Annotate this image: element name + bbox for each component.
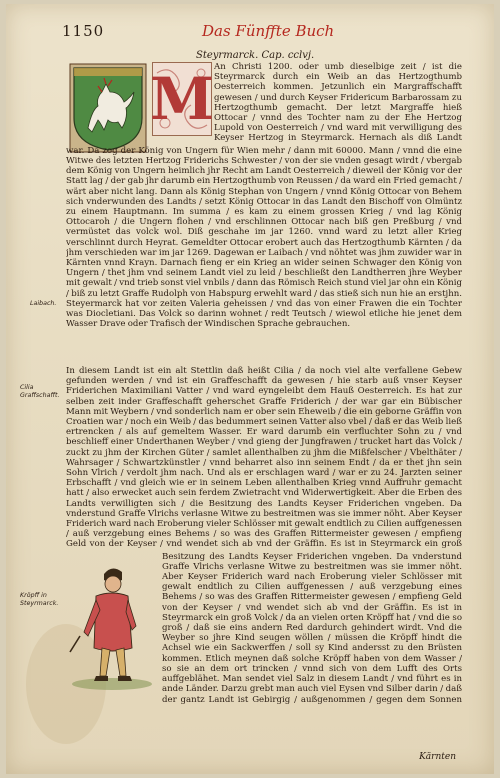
- page-number: 1150: [62, 22, 105, 40]
- paragraph-text: In diesem Landt ist ein alt Stettlin daß heißt Cilia / da noch viel alte verfallene Gebew gefunden werden / vnd ist ein Graffeschafft da gewesen / hie starb auß vnser Keyser Friderichen Maximiliani Vatter / vnd ward eyngeleibt dem Hauß Oesterreich. Es hat zur selben zeit inder Graffeschafft geherschet Graffe Friderich / der war gar ein Bübischer Mann mit Weybern / vnd sonderlich nam er ober sein Eheweib / die ein geborne Gräffin von Croatien war / noch ein Weib / das bedummert seinen Vatter also vbel / daß er das Weib ließ ertrencken / als auf gemeltem Wasser. Er ward darumb ein verfluchter Sohn zu / vnd beschlieff einer Underthanen Weyber / vnd gieng der Jungfrawen / trucket hart das Volck / zuckt zu jhm der Kirchen Güter / samlet allenthalben zu jhm die Mißfelscher / Vbelthäter / Wahrsager / Schwartzkünstler / vnnd beharret also inn seinem Endt / da er thet jhn sein Sohn Vlrich / verdolt jhm nach. Und als er erschlagen ward / war er zu 24. Jarzten seiner Erbschafft / vnd gleich wie er in seinem Leben allenthalben Krieg vnnd Auffruhr gemacht hatt / also erwecket auch sein ferdem Zwietracht vnd Widerwertigkeit. Aber die Erben des Landts verwilligten sich / die Besitzung des Landts Keyser Friderichen vngeben. Da vnderstund Graffe Vlrichs verlasne Witwe zu bestreitmen was sie immer nöht. Aber Keyser Friderich ward nach Eroberung vieler Schlösser mit gewalt endtlich zu Cilien auffgenessen / auß verzgebung eines Behems / so was des Graffen Rittermeister gewesen / empfieng Geld von der Keyser / vnd wendet sich ab vnd der Gräffin. Es ist in Steyrmarck ein groß: [66, 366, 462, 550]
- paragraph-text: war. Da zog der König von Ungern für Wien mehr / dann mit 60000. Mann / vnnd die eine Witwe des letzten Hertzog Friderichs Schwester / von der sie vnden gesagt wirdt / vbergab dem König von Ungern heimlich jhr Recht am Landt Oesterreich / dieweil der König vor der Statt lag / der gab jhr darumb ein Hertzogthumb von Reussen / da ward ein Fried gemacht / wärt aber nicht lang. Dann als König Stephan von Ungern / vnnd König Ottocar von Behem sich vnderwunden des Landts / setzt König Ottocar in das Landt den Bischoff von Olmüntz zu einem Hauptmann. Im summa / es kam zu einem grossen Krieg / vnd lag König Ottocaroh / die Ungern flohen / vnd erschlinnen Ottocar nach biß gen Preßburg / vnd vermüstet das volck wol. Diß geschahe im jar 1260. vnnd ward zu letzt aller Krieg verschlinnt durch Heyrat. Gemeldter Ottocar erobert auch das Hertzogthumb Kärnten / da jhm verschieden war im jar 1269. Dagewan er Laibach / vnd nöhtet was jhm zuwider war in Kärnten vnnd Krayn. Darnach fieng er ein Krieg an wider seinen Schwager den König von Ungern / thet jhm vnd seinem Landt viel zu leid / beschließt den Landtherren jhre Weyber mit gewalt / vnd trieb sonst viel vnbils / dann das Römisch Reich stund viel jar ohn ein König / biß zu letzt Graffe Rudolph von Habspurg erwehlt ward / das stieß sich nun hie an erstjhn. Steyermarck hat vor zeiten Valeria geheissen / vnd das von einer Frawen die ein Tochter was Diocletiani. Das Volck so darinn wohnet / redt Teutsch / wiewol etliche hie jenet dem Wasser Drave oder Trafisch der Windischen Sprache gebrauchen.: [66, 146, 462, 330]
- paragraph-1-body: [66, 146, 462, 364]
- paragraph-2-beside-woodcut: [162, 552, 462, 704]
- coat-of-arms-panther-icon: [68, 62, 148, 154]
- decorative-initial: [149, 62, 215, 136]
- paragraph-text: An Christi 1200. oder umb dieselbige zeit / ist die Steyrmarck durch ein Weib an das Hertzogthumb Oesterreich kommen. Jetzunlich ein Margraffschafft gewesen / und durch Keyser Fridericum Barbarossam zu Hertzogthumb gemacht. Der letzt Margraffe hieß Ottocar / vnnd des Tochter nam zu der Ehe Hertzog Lupold von Oesterreich / vnd ward mit verwilligung des Keyser Hertzog in Steyrmarck. Hernach als diß Landt: [214, 62, 462, 144]
- margin-note-kropff: Kröpff in Steyrmarck.: [20, 592, 59, 607]
- initial-letter: M: [149, 65, 215, 133]
- paragraph-2-bottom: [66, 706, 462, 750]
- paragraph-text: Besitzung des Landts Keyser Friderichen vngeben. Da vnderstund Graffe Vlrichs verlasne Witwe zu bestreitmen was sie immer nöht. Aber Keyser Friderich ward nach Eroberung vieler Schlösser mit gewalt endtlich zu Cilien auffgenessen / auß verzgebung eines Behems / so was des Graffen Rittermeister gewesen / empfieng Geld von der Keyser / vnd wendet sich ab vnd der Gräffin. Es ist in Steyrmarck ein groß Volck / da an vielen orten Kröpff hat / vnd die so groß / daß sie eins andern Red dardurch gehindert wirdt. Vnd die Weyber so jhre Kind seugen wöllen / müssen die Kröpff hindt die Achsel wie ein Sackwerffen / soll sy Kind andersst zu den Brüsten kommen. Etlich meynen daß solche Kröpff haben von dem Wasser / so sie an dem ort trincken / vnnd sich von dem Lufft des Orts auffgeblähet. Man sendet viel Salz in diesem Landt / vnd führt es in ande Länder. Darzu grebt man auch viel Eysen vnd Silber darin / daß der gantz Landt ist Gebirgig / außgenommen / gegen dem Sonnen: [162, 552, 462, 704]
- paragraph-1-lead: [214, 62, 462, 144]
- woodcut-figure-icon: [66, 552, 156, 692]
- book-title: Das Fünffte Buch: [202, 22, 335, 40]
- paragraph-2-top: [66, 366, 462, 550]
- running-head: [6, 22, 494, 44]
- book-page: [6, 4, 494, 774]
- margin-note-laibach: Laibach.: [30, 300, 57, 307]
- margin-note-cilia: Cilia Graffschafft.: [20, 384, 60, 399]
- section-heading: Steyrmarck. Cap. cclvj.: [196, 50, 315, 61]
- catchword: Kärnten: [419, 752, 456, 762]
